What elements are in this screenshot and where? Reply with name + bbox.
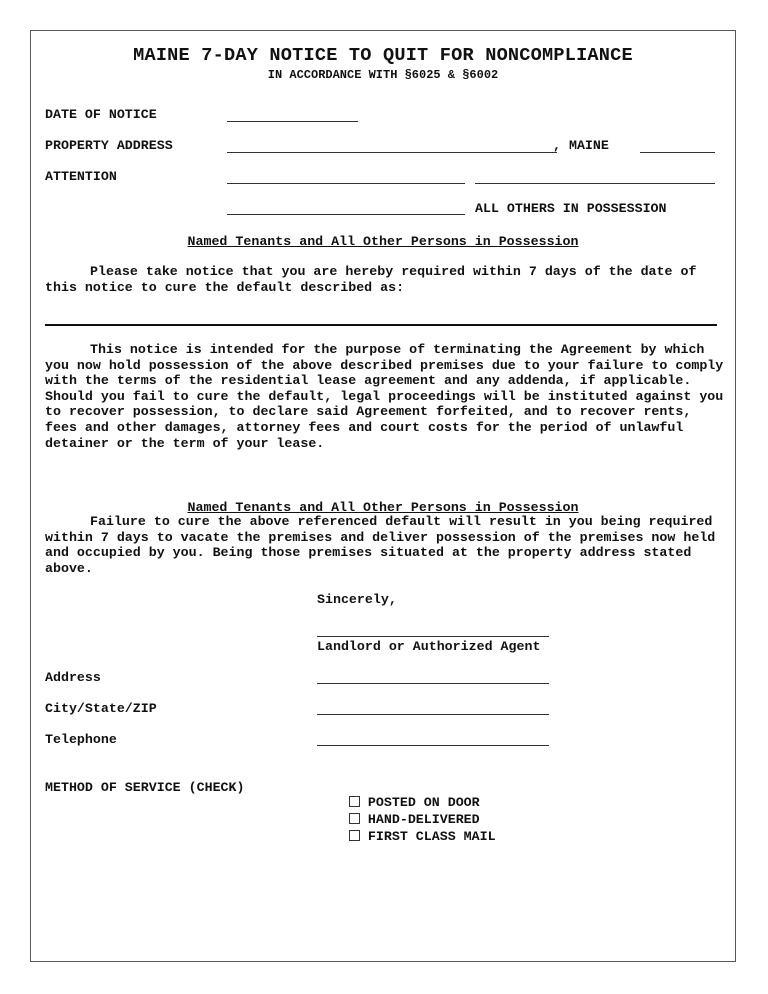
state-label: , MAINE (553, 138, 609, 153)
city-state-zip-field[interactable] (317, 714, 549, 715)
termination-paragraph-text: This notice is intended for the purpose of terminating the Agreement by which you now hold possession of the above described premises due to your failure to comply with the terms of the residential lease agreement and any addenda, if applicable. Should you fail to cure the default, legal proceedings will be instituted against you to recover possession, to declare said Agreement forfeited, and to recover rents, fees and other damages, attorney fees and court costs for the period of unlawful detainer or the term of your lease. (45, 342, 724, 451)
service-option-label: HAND-DELIVERED (367, 812, 480, 827)
property-address-label: PROPERTY ADDRESS (45, 138, 173, 153)
telephone-field[interactable] (317, 745, 549, 746)
address-label: Address (45, 670, 101, 685)
service-option-first-class-mail[interactable] (317, 814, 496, 859)
default-description-field[interactable] (45, 324, 717, 326)
method-of-service-label: METHOD OF SERVICE (CHECK) (45, 780, 245, 795)
city-state-zip-label: City/State/ZIP (45, 701, 157, 716)
attention-field-1[interactable] (227, 183, 465, 184)
checkbox-icon[interactable] (349, 830, 360, 841)
closing-text: Sincerely, (317, 592, 397, 607)
date-of-notice-field[interactable] (227, 121, 358, 122)
document-title: MAINE 7-DAY NOTICE TO QUIT FOR NONCOMPLIANCE (133, 45, 633, 66)
all-others-label: ALL OTHERS IN POSSESSION (475, 201, 667, 216)
service-option-label: FIRST CLASS MAIL (367, 829, 496, 844)
signature-field[interactable] (317, 636, 549, 637)
document-subtitle: IN ACCORDANCE WITH §6025 & §6002 (267, 68, 499, 82)
failure-paragraph-text: Failure to cure the above referenced default will result in you being required within 7 days to vacate the premises and deliver possession of the premises now held and occupied by you. Being those premises situated at the property address stated above. (45, 514, 716, 576)
named-tenants-heading (31, 232, 735, 250)
property-address-field[interactable] (227, 152, 557, 153)
attention-field-3[interactable] (227, 214, 465, 215)
signer-label: Landlord or Authorized Agent (317, 639, 541, 654)
attention-field-2[interactable] (475, 183, 715, 184)
address-field[interactable] (317, 683, 549, 684)
document-page (30, 30, 736, 962)
telephone-label: Telephone (45, 732, 117, 747)
zip-field[interactable] (640, 152, 715, 153)
attention-label: ATTENTION (45, 169, 117, 184)
named-tenants-heading-text: Named Tenants and All Other Persons in Possession (187, 234, 579, 249)
named-tenants-heading-2-text: Named Tenants and All Other Persons in Possession (187, 500, 579, 515)
notice-paragraph (45, 264, 725, 295)
notice-paragraph-text: Please take notice that you are hereby required within 7 days of the date of this notice to cure the default described as: (45, 264, 697, 295)
date-of-notice-label: DATE OF NOTICE (45, 107, 157, 122)
service-option-label: POSTED ON DOOR (367, 795, 480, 810)
termination-paragraph (45, 342, 725, 451)
failure-paragraph (45, 514, 725, 576)
